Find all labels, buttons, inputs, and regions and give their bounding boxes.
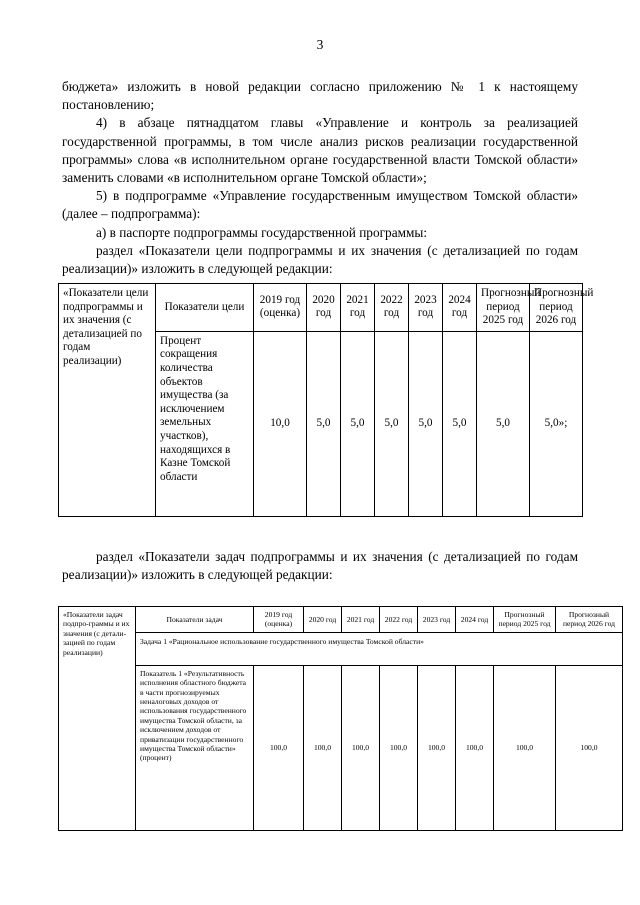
t1-value-forecast-2025: 5,0 [477, 331, 530, 516]
table-task-indicators-wrapper [58, 606, 616, 831]
t1-header-forecast-2026: Прогнозный период 2026 год [530, 284, 583, 332]
paragraph-1: бюджета» изложить в новой редакции согласно приложению № 1 к настоящему постановлению; [62, 79, 578, 113]
t2-header-forecast-2026: Прогнозный период 2026 год [556, 607, 623, 633]
t1-value-2023: 5,0 [409, 331, 443, 516]
t2-header-2022: 2022 год [380, 607, 418, 633]
t2-value-2021: 100,0 [342, 665, 380, 830]
table-row [59, 632, 623, 665]
t1-value-2019: 10,0 [254, 331, 307, 516]
t1-row-label: «Показатели цели подпрограммы и их значения (с детализацией по годам реализации) [59, 284, 156, 517]
paragraph-2: 4) в абзаце пятнадцатом главы «Управление и контроль за реализацией государственной программы, в том числе анализ рисков реализации государственной программы» слова «в исполнительном органе государственной власти Томской области» заменить словами «в исполнительном органе Томской области»; [62, 115, 578, 186]
paragraph-5: раздел «Показатели цели подпрограммы и их значения (с детализацией по годам реализации)» изложить в следующей редакции: [62, 242, 578, 277]
t2-header-2020: 2020 год [304, 607, 342, 633]
t2-header-2019: 2019 год (оценка) [254, 607, 304, 633]
page-number: 3 [316, 37, 324, 52]
t1-header-2020: 2020 год [307, 284, 341, 332]
t2-value-forecast-2025: 100,0 [494, 665, 556, 830]
t2-header-2021: 2021 год [342, 607, 380, 633]
table-goal-indicators [58, 283, 594, 517]
between-tables-text [62, 548, 578, 584]
t2-task-row: Задача 1 «Рациональное использование государственного имущества Томской области» [136, 632, 623, 665]
t1-header-2021: 2021 год [341, 284, 375, 332]
t2-value-2024: 100,0 [456, 665, 494, 830]
t1-indicator-text: Процент сокращения количества объектов имущества (за исключением земельных участков), находящихся в Казне Томской области [156, 331, 254, 516]
t1-header-forecast-2025: Прогнозный период 2025 год [477, 284, 530, 332]
t2-row-label: «Показатели задач подпро-граммы и их значения (с детали-зацией по годам реализации) [59, 607, 136, 831]
t1-value-2024: 5,0 [443, 331, 477, 516]
document-body [62, 78, 578, 278]
t2-header-2024: 2024 год [456, 607, 494, 633]
t2-value-forecast-2026: 100,0 [556, 665, 623, 830]
table-goal-indicators-wrapper [58, 283, 594, 517]
table-row [59, 284, 583, 332]
t2-value-2019: 100,0 [254, 665, 304, 830]
t1-header-2022: 2022 год [375, 284, 409, 332]
t2-header-indicator: Показатели задач [136, 607, 254, 633]
paragraph-6: раздел «Показатели задач подпрограммы и их значения (с детализацией по годам реализации)» изложить в следующей редакции: [62, 549, 578, 583]
t1-header-2024: 2024 год [443, 284, 477, 332]
t1-value-forecast-2026: 5,0»; [530, 331, 583, 516]
paragraph-4: а) в паспорте подпрограммы государственной программы: [96, 224, 428, 240]
paragraph-3: 5) в подпрограмме «Управление государственным имуществом Томской области» (далее – подпрограмма): [62, 188, 578, 222]
t1-value-2021: 5,0 [341, 331, 375, 516]
t2-value-2023: 100,0 [418, 665, 456, 830]
t1-header-2019: 2019 год (оценка) [254, 284, 307, 332]
t2-indicator-text: Показатель 1 «Результативность исполнения областного бюджета в части прогнозируемых неналоговых доходов от использования государственного имущества Томской области, за исключением доходов от приватизации государственного имущества Томской области» (процент) [136, 665, 254, 830]
t2-value-2020: 100,0 [304, 665, 342, 830]
t1-value-2022: 5,0 [375, 331, 409, 516]
t1-value-2020: 5,0 [307, 331, 341, 516]
t1-header-2023: 2023 год [409, 284, 443, 332]
table-row [59, 665, 623, 830]
table-row [59, 607, 623, 633]
t2-header-forecast-2025: Прогнозный период 2025 год [494, 607, 556, 633]
table-task-indicators [58, 606, 623, 831]
t2-value-2022: 100,0 [380, 665, 418, 830]
t2-header-2023: 2023 год [418, 607, 456, 633]
t1-header-indicator: Показатели цели [156, 284, 254, 332]
